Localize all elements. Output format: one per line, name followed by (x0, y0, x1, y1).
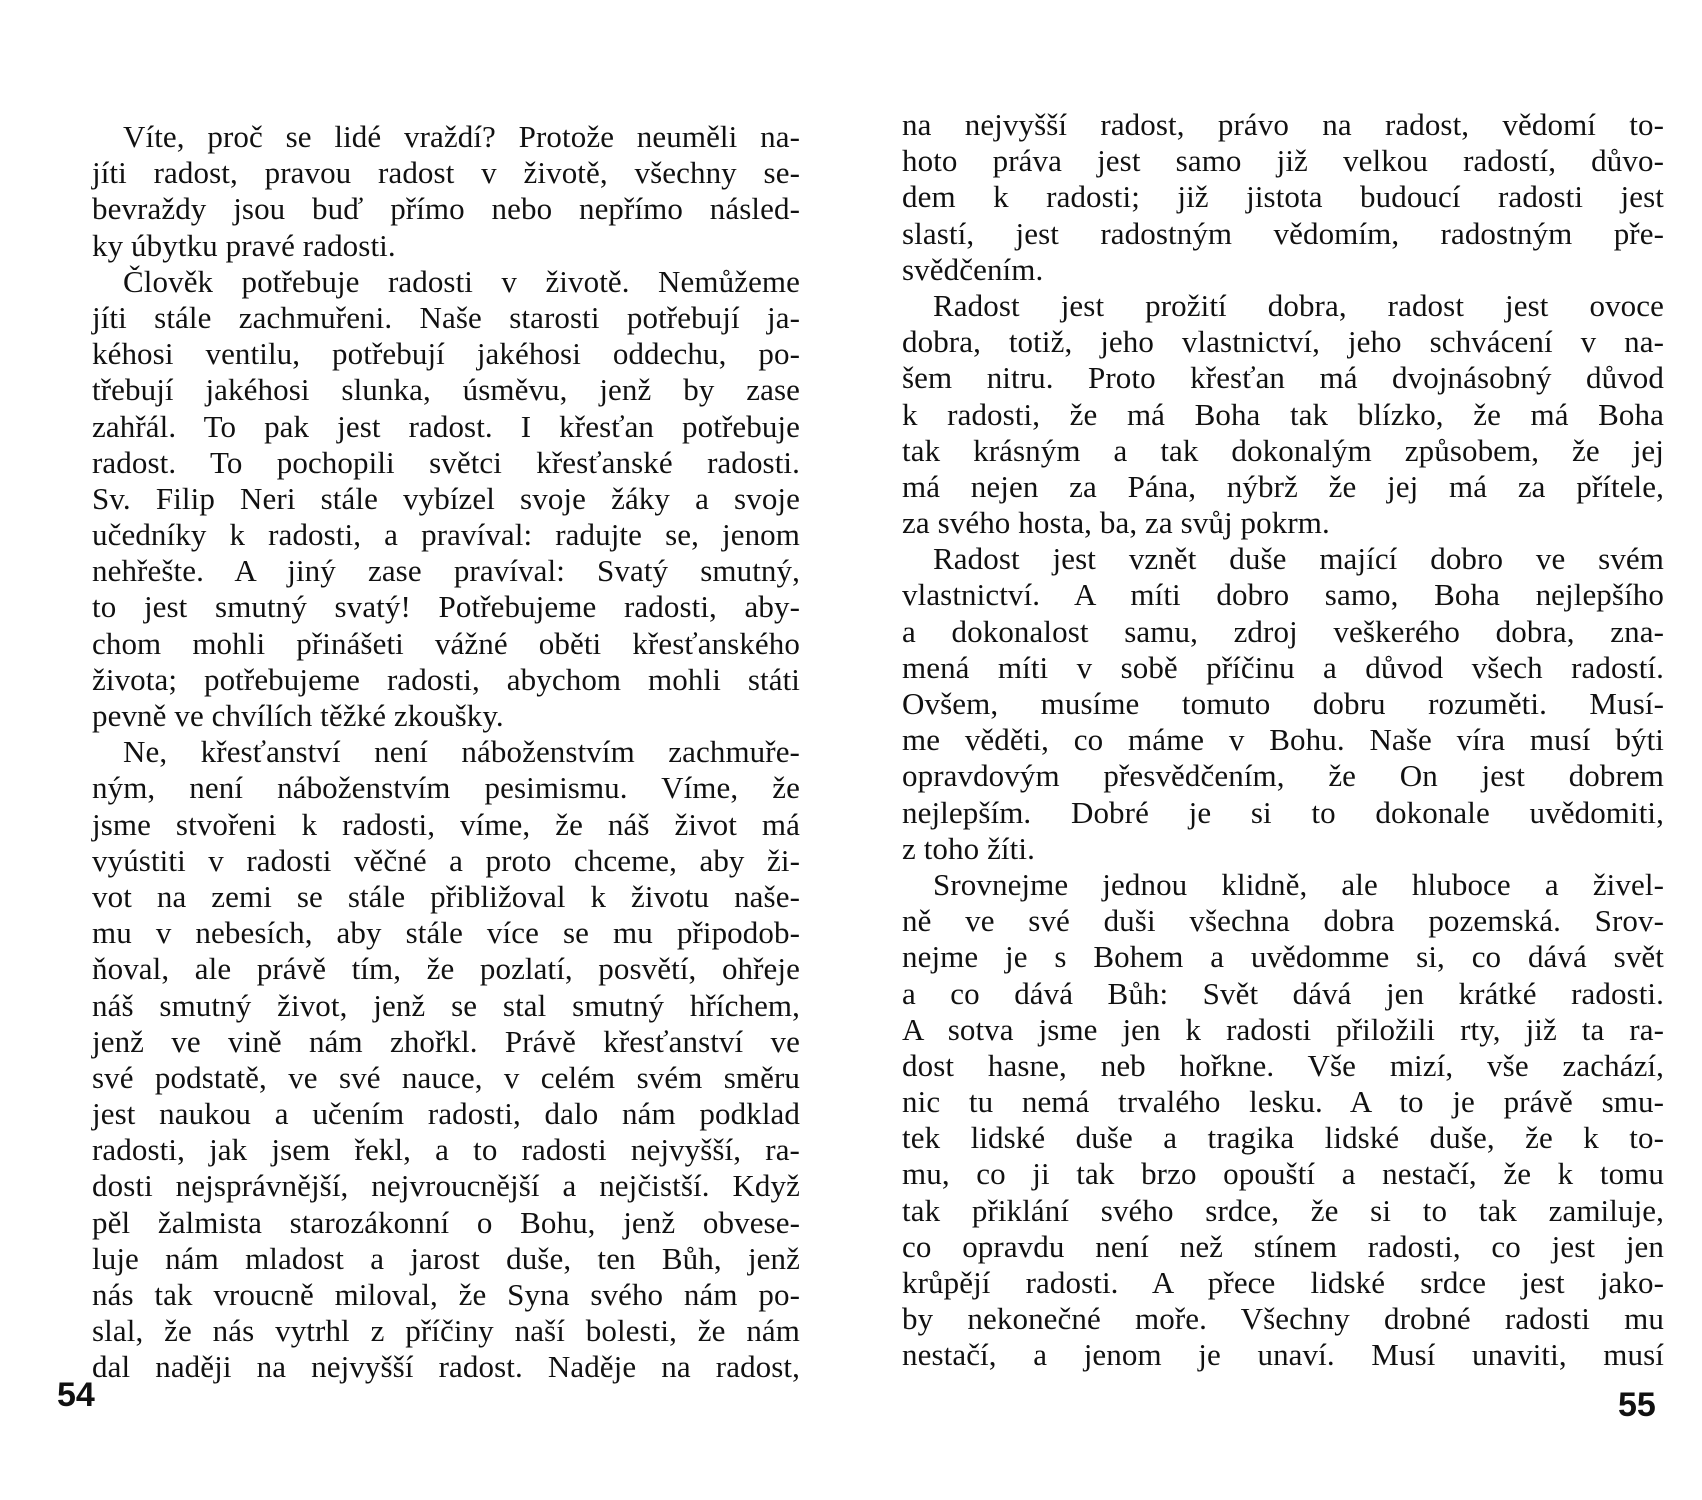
text-line: jsme stvořeni k radosti, víme, že náš život má (92, 806, 800, 842)
text-line: kéhosi ventilu, potřebují jakéhosi oddechu, po- (92, 336, 800, 372)
text-line: vlastnictví. A míti dobro samo, Boha nejlepšího (902, 577, 1664, 613)
text-line: nejme je s Bohem a uvědomme si, co dává svět (902, 939, 1664, 975)
text-line: mu v nebesích, aby stále více se mu připodob- (92, 915, 800, 951)
text-line: nás tak vroucně miloval, že Syna svého nám po- (92, 1277, 800, 1312)
text-line: a dokonalost samu, zdroj veškerého dobra, zna- (902, 613, 1664, 649)
text-line: mená míti v sobě příčinu a důvod všech radostí. (902, 649, 1664, 685)
text-line: vot na zemi se stále přibližoval k životu naše- (92, 878, 800, 914)
text-line: luje nám mladost a jarost duše, ten Bůh, jenž (92, 1240, 800, 1276)
text-line: Radost jest prožití dobra, radost jest ovoce (933, 287, 1664, 323)
text-line: Srovnejme jednou klidně, ale hluboce a živel- (933, 866, 1664, 902)
text-line: třebují jakéhosi slunka, úsměvu, jenž by zase (92, 372, 800, 408)
text-line: ňoval, ale právě tím, že pozlatí, posvětí, ohřeje (92, 951, 800, 987)
text-line: opravdovým přesvědčením, že On jest dobrem (902, 758, 1664, 794)
text-line: radost. To pochopili světci křesťanské radosti. (92, 444, 800, 480)
text-line: ně ve své duši všechna dobra pozemská. Srov- (902, 903, 1664, 939)
text-line: slastí, jest radostným vědomím, radostným pře- (902, 215, 1664, 251)
text-line: Ne, křesťanství není náboženstvím zachmuře- (123, 734, 800, 770)
text-line: života; potřebujeme radosti, abychom mohli státi (92, 661, 800, 697)
text-line: svědčením. (902, 251, 1044, 287)
text-line: krůpějí radosti. A přece lidské srdce jest jako- (902, 1265, 1664, 1300)
text-line: jíti stále zachmuřeni. Naše starosti potřebují ja- (92, 299, 800, 335)
text-line: k radosti, že má Boha tak blízko, že má Boha (902, 396, 1664, 432)
text-line: Ovšem, musíme tomuto dobru rozuměti. Musí- (902, 686, 1664, 721)
text-line: nic tu nemá trvalého lesku. A to je právě smu- (902, 1084, 1664, 1120)
text-line: chom mohli přinášeti vážné oběti křesťanského (92, 625, 800, 661)
text-line: to jest smutný svatý! Potřebujeme radosti, aby- (92, 589, 800, 625)
text-line: by nekonečné moře. Všechny drobné radosti mu (902, 1301, 1664, 1337)
text-line: ky úbytku pravé radosti. (92, 227, 396, 263)
text-line: tak krásným a tak dokonalým způsobem, že jej (902, 432, 1664, 468)
text-line: náš smutný život, jenž se stal smutný hříchem, (92, 987, 800, 1023)
text-line: mu, co ji tak brzo opouští a nestačí, že k tomu (902, 1156, 1664, 1192)
text-line: ným, není náboženstvím pesimismu. Víme, že (92, 770, 800, 806)
text-line: tek lidské duše a tragika lidské duše, že k to- (902, 1120, 1664, 1156)
left-page-text (92, 119, 800, 1386)
text-line: slal, že nás vytrhl z příčiny naší bolesti, že nám (92, 1313, 800, 1349)
text-line: má nejen za Pána, nýbrž že jej má za přítele, (902, 468, 1664, 504)
page-number-right: 55 (1618, 1386, 1656, 1424)
text-line: dobra, totiž, jeho vlastnictví, jeho schvácení v na- (902, 324, 1664, 360)
text-line: šem nitru. Proto křesťan má dvojnásobný důvod (902, 360, 1664, 396)
text-line: bevraždy jsou buď přímo nebo nepřímo násled- (92, 191, 800, 227)
text-line: dal naději na nejvyšší radost. Naděje na radost, (92, 1349, 800, 1385)
text-line: pevně ve chvílích těžké zkoušky. (92, 698, 504, 733)
text-line: vyústiti v radosti věčné a proto chceme, aby ži- (92, 842, 800, 878)
text-line: na nejvyšší radost, právo na radost, vědomí to- (902, 107, 1664, 142)
text-line: za svého hosta, ba, za svůj pokrm. (902, 505, 1330, 541)
text-line: Sv. Filip Neri stále vybízel svoje žáky a svoje (92, 480, 800, 516)
text-line: jenž ve vině nám zhořkl. Právě křesťanství ve (92, 1023, 800, 1059)
text-line: nehřešte. A jiný zase pravíval: Svatý smutný, (92, 553, 800, 589)
text-line: učedníky k radosti, a pravíval: radujte se, jenom (92, 517, 800, 553)
text-line: pěl žalmista starozákonní o Bohu, jenž obvese- (92, 1204, 800, 1240)
text-line: hoto práva jest samo již velkou radostí, důvo- (902, 143, 1664, 179)
text-line: své podstatě, ve své nauce, v celém svém směru (92, 1059, 800, 1095)
text-line: dost hasne, neb hořkne. Vše mizí, vše zachází, (902, 1047, 1664, 1083)
text-line: z toho žíti. (902, 830, 1035, 866)
text-line: a co dává Bůh: Svět dává jen krátké radosti. (902, 975, 1664, 1011)
text-line: dem k radosti; již jistota budoucí radosti jest (902, 179, 1664, 215)
text-line: jest naukou a učením radosti, dalo nám podklad (92, 1096, 800, 1132)
right-page-text (902, 107, 1664, 1374)
text-line: radosti, jak jsem řekl, a to radosti nejvyšší, ra- (92, 1132, 800, 1168)
text-line: dosti nejsprávnější, nejvroucnější a nejčistší. Když (92, 1168, 800, 1204)
text-line: nejlepším. Dobré je si to dokonale uvědomiti, (902, 794, 1664, 830)
text-line: co opravdu není než stínem radosti, co jest jen (902, 1228, 1664, 1264)
text-line: A sotva jsme jen k radosti přiložili rty, již ta ra- (902, 1011, 1664, 1047)
text-line: me věděti, co máme v Bohu. Naše víra musí býti (902, 722, 1664, 758)
text-line: nestačí, a jenom je unaví. Musí unaviti, musí (902, 1337, 1664, 1373)
text-line: tak přiklání svého srdce, že si to tak zamiluje, (902, 1192, 1664, 1228)
text-line: jíti radost, pravou radost v životě, všechny se- (92, 155, 800, 191)
page-number-left: 54 (57, 1376, 95, 1414)
text-line: Radost jest vznět duše mající dobro ve svém (933, 541, 1664, 577)
text-line: zahřál. To pak jest radost. I křesťan potřebuje (92, 408, 800, 444)
text-line: Víte, proč se lidé vraždí? Protože neuměli na- (123, 119, 800, 154)
text-line: Člověk potřebuje radosti v životě. Nemůžeme (123, 263, 800, 299)
